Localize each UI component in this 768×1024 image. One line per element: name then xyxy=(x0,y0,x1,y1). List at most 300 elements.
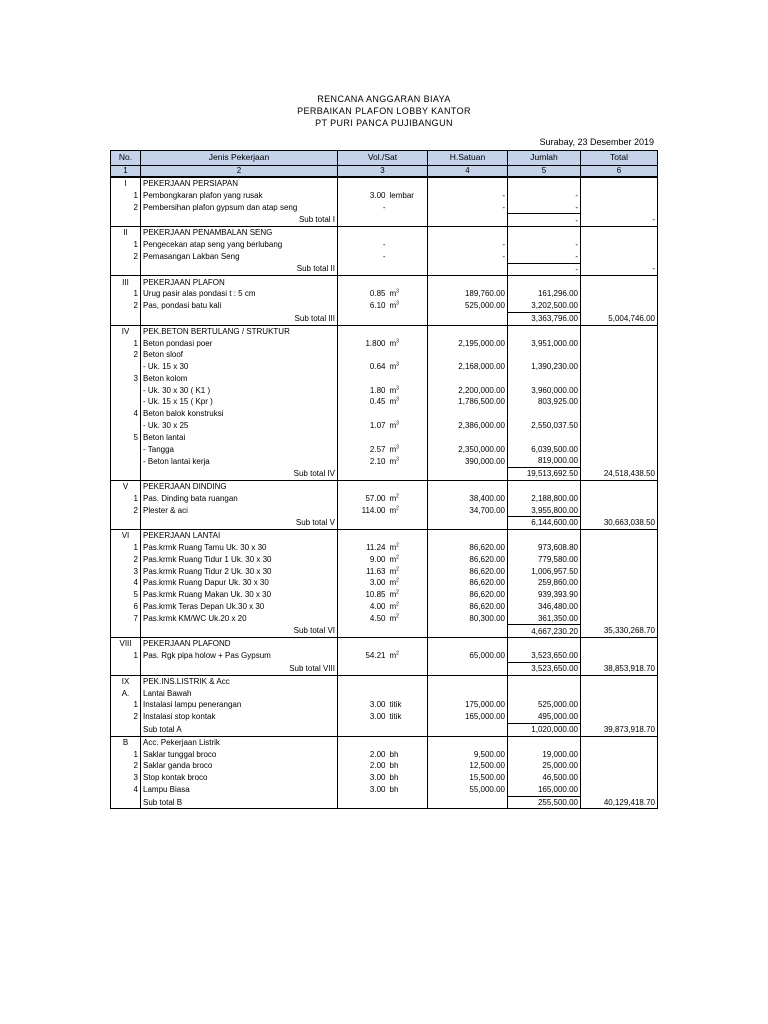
unit-base: m xyxy=(389,289,397,299)
subtotal-amount: 1,020,000.00 xyxy=(508,723,581,736)
price-cell xyxy=(428,177,508,190)
section-row xyxy=(111,736,658,748)
item-total xyxy=(581,748,658,760)
item-volume: 3.00 xyxy=(338,190,388,202)
item-description: Instalasi stop kontak xyxy=(141,711,338,723)
item-number: 4 xyxy=(111,408,141,420)
item-number xyxy=(111,468,141,481)
table-row xyxy=(111,505,658,517)
item-description: Saklar tunggal broco xyxy=(141,748,338,760)
total-cell xyxy=(581,177,658,190)
total-cell xyxy=(581,530,658,542)
item-total xyxy=(581,613,658,625)
price-cell xyxy=(428,480,508,492)
item-unit: bh xyxy=(388,784,428,796)
item-unit-price: 34,700.00 xyxy=(428,505,508,517)
item-unit-price: 86,620.00 xyxy=(428,577,508,589)
price-cell xyxy=(428,736,508,748)
table-row xyxy=(111,650,658,662)
amount-cell xyxy=(508,675,581,687)
item-unit-price: 165,000.00 xyxy=(428,711,508,723)
item-unit xyxy=(388,687,428,699)
item-volume: 9.00 xyxy=(338,554,388,566)
item-number: 2 xyxy=(111,554,141,566)
item-total xyxy=(581,288,658,300)
section-row xyxy=(111,177,658,190)
item-volume xyxy=(338,408,388,420)
item-volume: 3.00 xyxy=(338,772,388,784)
item-unit: titik xyxy=(388,711,428,723)
item-amount: 2,188,800.00 xyxy=(508,493,581,505)
table-row xyxy=(111,361,658,373)
item-number: 2 xyxy=(111,251,141,263)
unit-cell xyxy=(388,736,428,748)
vol-cell xyxy=(338,177,388,190)
unit-exponent: 3 xyxy=(396,361,399,368)
section-number: I xyxy=(111,177,141,190)
table-row xyxy=(111,396,658,408)
item-volume: - xyxy=(338,251,388,263)
table-header-row xyxy=(111,151,658,166)
unit-cell xyxy=(388,325,428,337)
item-volume: 2.00 xyxy=(338,760,388,772)
table-row xyxy=(111,385,658,397)
table-row xyxy=(111,748,658,760)
item-volume: 3.00 xyxy=(338,699,388,711)
vol-cell xyxy=(338,312,388,325)
price-cell xyxy=(428,263,508,276)
item-volume: 54.21 xyxy=(338,650,388,662)
item-number: 1 xyxy=(111,288,141,300)
table-row xyxy=(111,493,658,505)
item-unit-price: - xyxy=(428,239,508,251)
item-number: 2 xyxy=(111,349,141,361)
subtotal-amount: - xyxy=(508,214,581,227)
subtotal-row xyxy=(111,723,658,736)
item-number xyxy=(111,263,141,276)
item-unit-price: 189,760.00 xyxy=(428,288,508,300)
col-header-hsatuan: H.Satuan xyxy=(428,151,508,166)
section-title: PEKERJAAN PLAFOND xyxy=(141,638,338,650)
unit-cell xyxy=(388,530,428,542)
item-total xyxy=(581,300,658,312)
price-cell xyxy=(428,662,508,675)
section-row xyxy=(111,675,658,687)
col-header-no: No. xyxy=(111,151,141,166)
vol-cell xyxy=(338,276,388,288)
item-amount: 3,955,800.00 xyxy=(508,505,581,517)
subtotal-row xyxy=(111,263,658,276)
unit-exponent: 2 xyxy=(396,493,399,500)
item-unit-price xyxy=(428,432,508,444)
unit-base: m xyxy=(389,362,397,372)
item-total xyxy=(581,455,658,467)
item-unit-price: 65,000.00 xyxy=(428,650,508,662)
item-total xyxy=(581,385,658,397)
item-unit xyxy=(388,577,428,589)
table-row xyxy=(111,190,658,202)
item-number xyxy=(111,420,141,432)
item-number xyxy=(111,361,141,373)
item-unit-price: - xyxy=(428,190,508,202)
total-cell xyxy=(581,276,658,288)
section-number: II xyxy=(111,227,141,239)
table-row xyxy=(111,288,658,300)
item-number: 3 xyxy=(111,373,141,385)
item-amount: 259,860.00 xyxy=(508,577,581,589)
item-number xyxy=(111,625,141,638)
price-cell xyxy=(428,325,508,337)
item-unit-price: 2,168,000.00 xyxy=(428,361,508,373)
item-number xyxy=(111,396,141,408)
amount-cell xyxy=(508,480,581,492)
col-header-jumlah: Jumlah xyxy=(508,151,581,166)
item-description: Pas. Dinding bata ruangan xyxy=(141,493,338,505)
item-number xyxy=(111,662,141,675)
item-volume: 0.64 xyxy=(338,361,388,373)
item-description: Pembersihan plafon gypsum dan atap seng xyxy=(141,202,338,214)
item-volume: - xyxy=(338,202,388,214)
item-description: Pas.krmk Ruang Tidur 2 Uk. 30 x 30 xyxy=(141,566,338,578)
item-volume: 11.63 xyxy=(338,566,388,578)
running-total: 30,663,038.50 xyxy=(581,517,658,530)
unit-base: m xyxy=(389,301,397,311)
item-number: 3 xyxy=(111,566,141,578)
item-number: 2 xyxy=(111,505,141,517)
item-amount xyxy=(508,432,581,444)
unit-exponent: 3 xyxy=(396,456,399,463)
subtotal-amount: 3,523,650.00 xyxy=(508,662,581,675)
section-title: PEKERJAAN PLAFON xyxy=(141,276,338,288)
table-row xyxy=(111,566,658,578)
subtotal-row xyxy=(111,214,658,227)
item-unit-price: 80,300.00 xyxy=(428,613,508,625)
item-amount: - xyxy=(508,251,581,263)
item-total xyxy=(581,760,658,772)
item-unit xyxy=(388,361,428,373)
item-number: 6 xyxy=(111,601,141,613)
amount-cell xyxy=(508,530,581,542)
col-number: 3 xyxy=(338,166,428,178)
unit-exponent: 3 xyxy=(396,385,399,392)
item-unit xyxy=(388,566,428,578)
col-number: 6 xyxy=(581,166,658,178)
item-description: Beton lantai xyxy=(141,432,338,444)
table-row xyxy=(111,420,658,432)
item-number xyxy=(111,385,141,397)
unit-cell xyxy=(388,662,428,675)
vol-cell xyxy=(338,468,388,481)
amount-cell xyxy=(508,177,581,190)
item-number: 1 xyxy=(111,748,141,760)
item-amount: 779,580.00 xyxy=(508,554,581,566)
item-number: 1 xyxy=(111,699,141,711)
vol-cell xyxy=(338,638,388,650)
item-number: 5 xyxy=(111,432,141,444)
unit-cell xyxy=(388,263,428,276)
section-number: B xyxy=(111,736,141,748)
vol-cell xyxy=(338,325,388,337)
item-unit-price: 525,000.00 xyxy=(428,300,508,312)
subtotal-row xyxy=(111,625,658,638)
item-amount: 46,500.00 xyxy=(508,772,581,784)
item-total xyxy=(581,699,658,711)
item-volume: 2.57 xyxy=(338,444,388,456)
unit-exponent: 2 xyxy=(396,650,399,657)
item-unit xyxy=(388,542,428,554)
item-number: 4 xyxy=(111,784,141,796)
subtotal-amount: - xyxy=(508,263,581,276)
item-amount: 3,951,000.00 xyxy=(508,337,581,349)
unit-cell xyxy=(388,276,428,288)
item-amount: 6,039,500.00 xyxy=(508,444,581,456)
document-subtitle: PERBAIKAN PLAFON LOBBY KANTOR xyxy=(297,106,471,116)
item-description: Urug pasir alas pondasi t : 5 cm xyxy=(141,288,338,300)
price-cell xyxy=(428,468,508,481)
item-number xyxy=(111,214,141,227)
price-cell xyxy=(428,638,508,650)
item-unit-price: 12,500.00 xyxy=(428,760,508,772)
section-title: PEKERJAAN PENAMBALAN SENG xyxy=(141,227,338,239)
item-total xyxy=(581,444,658,456)
item-volume: 1.07 xyxy=(338,420,388,432)
item-unit xyxy=(388,202,428,214)
item-total xyxy=(581,432,658,444)
item-unit: titik xyxy=(388,699,428,711)
total-cell xyxy=(581,325,658,337)
amount-cell xyxy=(508,276,581,288)
item-description: - Beton lantai kerja xyxy=(141,455,338,467)
unit-base: m xyxy=(389,338,397,348)
section-row xyxy=(111,638,658,650)
document-date: Surabay, 23 Desember 2019 xyxy=(539,137,654,147)
item-description: - Uk. 30 x 25 xyxy=(141,420,338,432)
col-number: 1 xyxy=(111,166,141,178)
subtotal-label: Sub total I xyxy=(141,214,338,227)
item-unit-price: - xyxy=(428,202,508,214)
unit-base: m xyxy=(389,444,397,454)
item-unit-price: 86,620.00 xyxy=(428,566,508,578)
item-description: Pemasangan Lakban Seng xyxy=(141,251,338,263)
item-description: Pengecekan atap seng yang berlubang xyxy=(141,239,338,251)
item-unit-price: 86,620.00 xyxy=(428,589,508,601)
item-description: Saklar ganda broco xyxy=(141,760,338,772)
item-total xyxy=(581,554,658,566)
item-unit-price: - xyxy=(428,251,508,263)
unit-base: m xyxy=(389,385,397,395)
item-number: 1 xyxy=(111,239,141,251)
item-description: Lantai Bawah xyxy=(141,687,338,699)
subtotal-label: Sub total V xyxy=(141,517,338,530)
price-cell xyxy=(428,625,508,638)
item-unit xyxy=(388,455,428,467)
item-volume: 3.00 xyxy=(338,577,388,589)
unit-cell xyxy=(388,480,428,492)
table-row xyxy=(111,408,658,420)
vol-cell xyxy=(338,530,388,542)
item-total xyxy=(581,711,658,723)
item-unit-price: 38,400.00 xyxy=(428,493,508,505)
section-title: PEK.BETON BERTULANG / STRUKTUR xyxy=(141,325,338,337)
section-number: III xyxy=(111,276,141,288)
item-unit: bh xyxy=(388,748,428,760)
item-unit xyxy=(388,349,428,361)
section-number: VI xyxy=(111,530,141,542)
item-unit xyxy=(388,650,428,662)
table-row xyxy=(111,784,658,796)
running-total: 40,129,418.70 xyxy=(581,796,658,809)
item-amount xyxy=(508,349,581,361)
item-unit-price: 2,350,000.00 xyxy=(428,444,508,456)
item-number xyxy=(111,312,141,325)
vol-cell xyxy=(338,214,388,227)
unit-exponent: 3 xyxy=(396,420,399,427)
item-volume: 11.24 xyxy=(338,542,388,554)
unit-base: m xyxy=(389,651,397,661)
vol-cell xyxy=(338,625,388,638)
unit-cell xyxy=(388,796,428,809)
col-number: 2 xyxy=(141,166,338,178)
table-row xyxy=(111,444,658,456)
item-description: Pas.krmk Ruang Tidur 1 Uk. 30 x 30 xyxy=(141,554,338,566)
item-unit-price: 175,000.00 xyxy=(428,699,508,711)
section-row xyxy=(111,276,658,288)
item-volume: 1.800 xyxy=(338,337,388,349)
item-unit xyxy=(388,420,428,432)
item-unit xyxy=(388,239,428,251)
item-unit xyxy=(388,396,428,408)
subtotal-label: Sub total A xyxy=(141,723,338,736)
item-amount: - xyxy=(508,190,581,202)
running-total: 24,518,438.50 xyxy=(581,468,658,481)
item-volume: 57.00 xyxy=(338,493,388,505)
item-description: - Tangga xyxy=(141,444,338,456)
price-cell xyxy=(428,517,508,530)
col-header-total: Total xyxy=(581,151,658,166)
item-number xyxy=(111,796,141,809)
vol-cell xyxy=(338,662,388,675)
running-total: 35,330,268.70 xyxy=(581,625,658,638)
table-row xyxy=(111,577,658,589)
section-number: VIII xyxy=(111,638,141,650)
item-total xyxy=(581,361,658,373)
item-number: 3 xyxy=(111,772,141,784)
unit-exponent: 2 xyxy=(396,565,399,572)
item-volume xyxy=(338,687,388,699)
item-unit-price: 15,500.00 xyxy=(428,772,508,784)
item-description: Instalasi lampu penerangan xyxy=(141,699,338,711)
unit-cell xyxy=(388,517,428,530)
vol-cell xyxy=(338,796,388,809)
item-total xyxy=(581,505,658,517)
unit-cell xyxy=(388,675,428,687)
item-amount xyxy=(508,687,581,699)
item-number: 2 xyxy=(111,300,141,312)
vol-cell xyxy=(338,723,388,736)
price-cell xyxy=(428,723,508,736)
unit-cell xyxy=(388,638,428,650)
item-number xyxy=(111,723,141,736)
item-unit-price: 2,195,000.00 xyxy=(428,337,508,349)
subtotal-label: Sub total IV xyxy=(141,468,338,481)
item-amount: 1,390,230.00 xyxy=(508,361,581,373)
item-amount xyxy=(508,373,581,385)
item-total xyxy=(581,577,658,589)
item-number: A. xyxy=(111,687,141,699)
item-description: Pas. Rgk pipa holow + Pas Gypsum xyxy=(141,650,338,662)
item-volume: 4.50 xyxy=(338,613,388,625)
unit-cell xyxy=(388,723,428,736)
table-row xyxy=(111,251,658,263)
item-unit-price xyxy=(428,373,508,385)
item-amount: 525,000.00 xyxy=(508,699,581,711)
total-cell xyxy=(581,227,658,239)
unit-cell xyxy=(388,177,428,190)
unit-exponent: 2 xyxy=(396,554,399,561)
item-amount: - xyxy=(508,239,581,251)
col-number: 5 xyxy=(508,166,581,178)
subtotal-label: Sub total VIII xyxy=(141,662,338,675)
item-unit xyxy=(388,601,428,613)
unit-base: m xyxy=(389,578,397,588)
item-total xyxy=(581,373,658,385)
subtotal-label: Sub total III xyxy=(141,312,338,325)
vol-cell xyxy=(338,736,388,748)
table-row xyxy=(111,554,658,566)
vol-cell xyxy=(338,263,388,276)
unit-base: m xyxy=(389,543,397,553)
item-volume: 0.85 xyxy=(338,288,388,300)
price-cell xyxy=(428,312,508,325)
item-unit xyxy=(388,251,428,263)
section-number: V xyxy=(111,480,141,492)
section-row xyxy=(111,325,658,337)
item-total xyxy=(581,772,658,784)
running-total: 5,004,746.00 xyxy=(581,312,658,325)
unit-cell xyxy=(388,468,428,481)
section-title: PEK.INS.LISTRIK & Acc xyxy=(141,675,338,687)
item-amount: 19,000.00 xyxy=(508,748,581,760)
unit-base: m xyxy=(389,566,397,576)
item-unit xyxy=(388,385,428,397)
price-cell xyxy=(428,227,508,239)
item-number: 2 xyxy=(111,711,141,723)
item-total xyxy=(581,601,658,613)
item-unit-price: 390,000.00 xyxy=(428,455,508,467)
item-amount: 25,000.00 xyxy=(508,760,581,772)
section-title: Acc. Pekerjaan Listrik xyxy=(141,736,338,748)
item-total xyxy=(581,190,658,202)
item-number xyxy=(111,444,141,456)
item-volume xyxy=(338,432,388,444)
item-description: Pembongkaran plafon yang rusak xyxy=(141,190,338,202)
subtotal-row xyxy=(111,312,658,325)
item-unit-price: 86,620.00 xyxy=(428,554,508,566)
item-total xyxy=(581,408,658,420)
price-cell xyxy=(428,675,508,687)
item-description: - Uk. 15 x 30 xyxy=(141,361,338,373)
unit-cell xyxy=(388,227,428,239)
amount-cell xyxy=(508,227,581,239)
item-unit xyxy=(388,613,428,625)
unit-exponent: 3 xyxy=(396,300,399,307)
item-unit xyxy=(388,337,428,349)
item-unit-price: 1,786,500.00 xyxy=(428,396,508,408)
item-amount: 3,960,000.00 xyxy=(508,385,581,397)
unit-base: m xyxy=(389,554,397,564)
item-unit: bh xyxy=(388,772,428,784)
item-unit-price xyxy=(428,349,508,361)
